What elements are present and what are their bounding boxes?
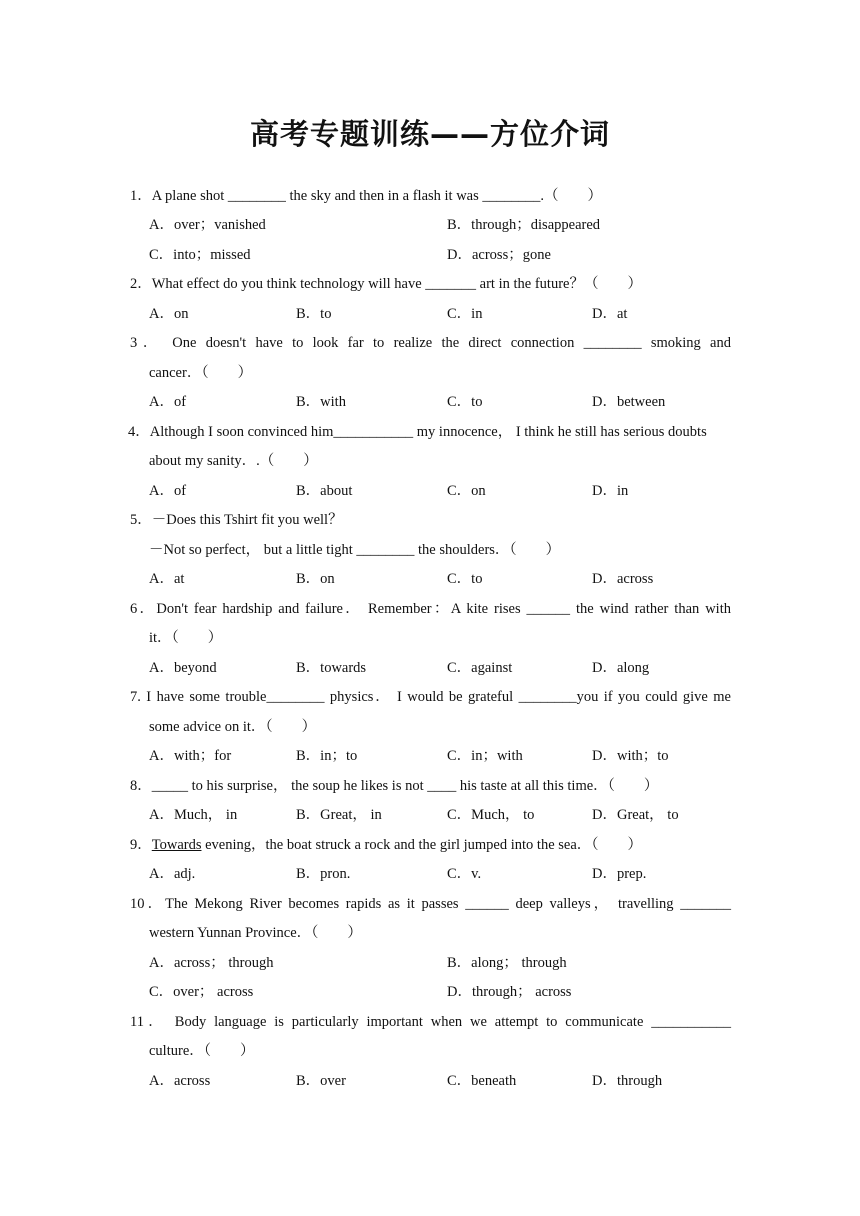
question-3-stem: 3． One doesn't have to look far to realize the direct connection ________ smoking and bbox=[130, 335, 731, 351]
question-9-option-c: C．v. bbox=[447, 866, 482, 882]
question-9-option-a: A．adj. bbox=[149, 866, 196, 882]
question-7-stem: 7. I have some trouble________ physics． I would be grateful ________you if you could give me bbox=[130, 689, 731, 705]
question-9-stem bbox=[130, 835, 731, 855]
question-3-option-d: D．between bbox=[592, 394, 666, 410]
question-5-option-a: A．at bbox=[149, 571, 185, 587]
question-4-option-c: C．on bbox=[447, 483, 486, 499]
question-10-stem-cont: western Yunnan Province．（ ） bbox=[149, 925, 362, 941]
question-8-stem: 8．_____ to his surprise， the soup he likes is not ____ his taste at all this time．（ ） bbox=[130, 778, 659, 794]
question-11-option-d: D．through bbox=[592, 1073, 663, 1089]
question-4-stem: 4．Although I soon convinced him___________ my innocence， I think he still has serious doubts bbox=[128, 424, 707, 440]
question-5-stem-cont: －Not so perfect， but a little tight ________ the shoulders．（ ） bbox=[149, 542, 561, 558]
question-2-option-c: C．in bbox=[447, 306, 483, 322]
question-5-option-d: D．across bbox=[592, 571, 654, 587]
question-10-option-a: A．across； through bbox=[149, 955, 274, 971]
question-7-option-c: C．in；with bbox=[447, 748, 523, 764]
question-10-option-d: D．through； across bbox=[447, 984, 572, 1000]
question-1-option-d: D．across；gone bbox=[447, 247, 551, 263]
question-4-option-b: B．about bbox=[296, 483, 353, 499]
question-2-option-b: B．to bbox=[296, 306, 332, 322]
question-6-option-b: B．towards bbox=[296, 660, 367, 676]
question-3-option-b: B．with bbox=[296, 394, 346, 410]
question-8-option-b: B．Great， in bbox=[296, 807, 382, 823]
question-7-stem-cont: some advice on it．（ ） bbox=[149, 719, 317, 735]
question-1-option-c: C．into；missed bbox=[149, 247, 251, 263]
question-10-option-c: C．over； across bbox=[149, 984, 254, 1000]
question-10-stem: 10．The Mekong River becomes rapids as it passes ______ deep valleys， travelling _______ bbox=[130, 896, 731, 912]
question-8-option-d: D．Great， to bbox=[592, 807, 679, 823]
question-8-option-c: C．Much， to bbox=[447, 807, 535, 823]
question-2-option-d: D．at bbox=[592, 306, 628, 322]
question-7-option-d: D．with；to bbox=[592, 748, 669, 764]
question-7-option-a: A．with；for bbox=[149, 748, 232, 764]
question-4-option-a: A．of bbox=[149, 483, 187, 499]
question-1-stem: 1．A plane shot ________ the sky and then in a flash it was ________.（ ） bbox=[130, 188, 603, 204]
question-8-option-a: A．Much， in bbox=[149, 807, 238, 823]
question-3-stem-cont: cancer．（ ） bbox=[149, 365, 253, 381]
question-11-stem: 11． Body language is particularly important when we attempt to communicate ___________ bbox=[130, 1014, 731, 1030]
question-11-stem-cont: culture．（ ） bbox=[149, 1043, 255, 1059]
question-5-option-c: C．to bbox=[447, 571, 483, 587]
question-11-option-b: B．over bbox=[296, 1073, 346, 1089]
question-3-option-c: C．to bbox=[447, 394, 483, 410]
question-4-stem-cont: about my sanity．.（ ） bbox=[149, 453, 318, 469]
question-6-stem: 6．Don't fear hardship and failure． Remember：A kite rises ______ the wind rather than with bbox=[130, 601, 731, 617]
question-1-option-b: B．through；disappeared bbox=[447, 217, 601, 233]
question-2-option-a: A．on bbox=[149, 306, 189, 322]
question-6-option-a: A．beyond bbox=[149, 660, 217, 676]
question-11-option-c: C．beneath bbox=[447, 1073, 517, 1089]
question-5-stem: 5．－Does this Tshirt fit you well？ bbox=[130, 512, 343, 528]
question-9-option-d: D．prep. bbox=[592, 866, 647, 882]
question-6-option-d: D．along bbox=[592, 660, 650, 676]
question-10-option-b: B．along； through bbox=[447, 955, 567, 971]
question-7-option-b: B．in；to bbox=[296, 748, 358, 764]
question-3-option-a: A．of bbox=[149, 394, 187, 410]
page-title: 高考专题训练——方位介词 bbox=[249, 117, 610, 151]
question-4-option-d: D．in bbox=[592, 483, 629, 499]
question-5-option-b: B．on bbox=[296, 571, 335, 587]
question-9-rest: evening，the boat struck a rock and the girl jumped into the sea．（ ） bbox=[201, 837, 643, 853]
question-6-stem-cont: it．（ ） bbox=[149, 630, 223, 646]
question-6-option-c: C．against bbox=[447, 660, 513, 676]
question-2-stem: 2．What effect do you think technology will have _______ art in the future？（ ） bbox=[130, 276, 642, 292]
question-9-underlined-word: Towards bbox=[151, 837, 202, 853]
question-11-option-a: A．across bbox=[149, 1073, 211, 1089]
question-1-option-a: A．over；vanished bbox=[149, 217, 266, 233]
question-9-option-b: B．pron. bbox=[296, 866, 351, 882]
question-9-number: 9． bbox=[130, 837, 152, 853]
